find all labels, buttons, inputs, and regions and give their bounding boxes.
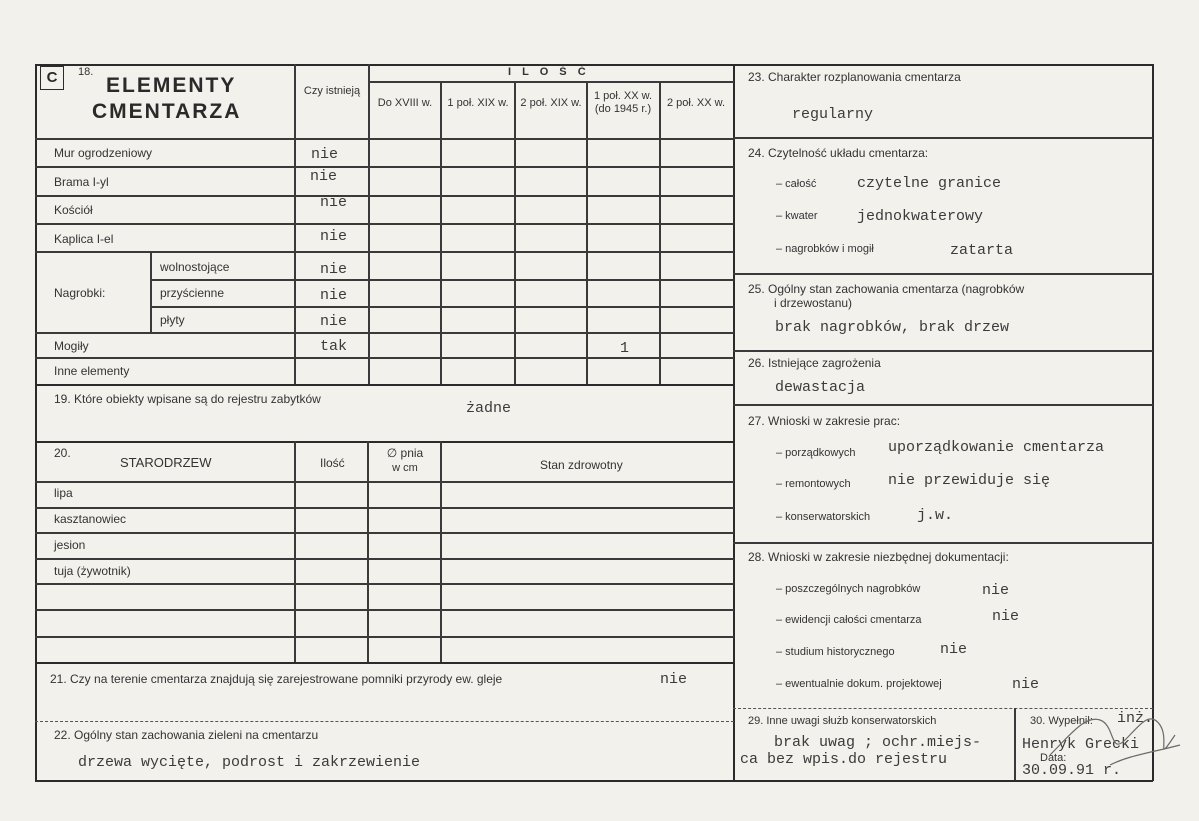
section-27-label: 27. Wnioski w zakresie prac: (748, 414, 901, 428)
handwritten-signature (1040, 695, 1190, 780)
section-19-value: żadne (466, 400, 512, 417)
value-brama: nie (310, 168, 338, 185)
row-label-kosciol: Kościół (54, 203, 93, 217)
s28-item-3-value: nie (940, 641, 968, 658)
s27-item-2-label: – remontowych (776, 478, 851, 490)
row-label-brama: Brama I-yl (54, 175, 109, 189)
s24-item-3-value: zatarta (950, 242, 1014, 259)
s28-item-1-value: nie (982, 582, 1010, 599)
section-20-title: STARODRZEW (120, 455, 212, 470)
section-25-value: brak nagrobków, brak drzew (775, 319, 1010, 336)
section-24-label: 24. Czytelność układu cmentarza: (748, 146, 929, 160)
section-21-value: nie (660, 671, 688, 688)
tree-kasztanowiec: kasztanowiec (54, 512, 127, 526)
row-label-mogily: Mogiły (54, 339, 89, 353)
section-19-label: 19. Które obiekty wpisane są do rejestru zabytków (54, 392, 321, 406)
row-label-kaplica: Kaplica I-el (54, 232, 114, 246)
tree-tuja: tuja (żywotnik) (54, 564, 131, 578)
s24-item-1-label: – całość (776, 178, 817, 190)
s28-item-2-value: nie (992, 608, 1020, 625)
value-mogily-qty: 1 (620, 340, 630, 357)
value-mur: nie (311, 146, 339, 163)
row-label-wolnostojace: wolnostojące (160, 260, 230, 274)
s28-item-3-label: – studium historycznego (776, 646, 895, 658)
value-mogily: tak (320, 338, 348, 355)
section-30-name: Henryk Grecki (1022, 736, 1140, 753)
section-29-value-line2: ca bez wpis.do rejestru (740, 751, 948, 768)
header-diameter-unit: w cm (392, 462, 418, 474)
period-header-4: 1 poł. XX w. (do 1945 r.) (593, 90, 653, 115)
row-label-przyscienne: przyścienne (160, 286, 225, 300)
section-letter: C (40, 66, 64, 90)
section-28-label: 28. Wnioski w zakresie niezbędnej dokumentacji: (748, 550, 1009, 564)
section-29-value-line1: brak uwag ; ochr.miejs- (774, 734, 982, 751)
period-header-3: 2 poł. XIX w. (520, 97, 582, 109)
s28-item-2-label: – ewidencji całości cmentarza (776, 614, 922, 626)
section-23-label: 23. Charakter rozplanowania cmentarza (748, 70, 961, 84)
section-20-number: 20. (54, 446, 71, 460)
period-header-2: 1 poł. XIX w. (447, 97, 509, 109)
value-kosciol: nie (320, 194, 348, 211)
row-label-inne: Inne elementy (54, 364, 130, 378)
section-26-label: 26. Istniejące zagrożenia (748, 356, 881, 370)
section-30-date-label: Data: (1040, 752, 1067, 764)
period-header-1: Do XVIII w. (377, 97, 433, 109)
value-kaplica: nie (320, 228, 348, 245)
section-30-title: inż. (1117, 710, 1154, 727)
s24-item-1-value: czytelne granice (857, 175, 1002, 192)
s27-item-1-value: uporządkowanie cmentarza (888, 439, 1105, 456)
header-diameter: ∅ pnia (386, 446, 424, 460)
section-29-label: 29. Inne uwagi służb konserwatorskich (748, 715, 937, 727)
section-18-title-line2: CMENTARZA (92, 100, 242, 123)
section-22-label: 22. Ogólny stan zachowania zieleni na cmentarzu (54, 728, 319, 742)
s24-item-3-label: – nagrobków i mogił (776, 243, 874, 255)
s27-item-3-label: – konserwatorskich (776, 511, 871, 523)
value-plyty: nie (320, 313, 348, 330)
section-30-date: 30.09.91 r. (1022, 762, 1122, 779)
header-stan-zdrowotny: Stan zdrowotny (540, 458, 623, 472)
s28-item-4-label: – ewentualnie dokum. projektowej (776, 678, 942, 690)
tree-jesion: jesion (54, 538, 86, 552)
row-label-mur: Mur ogrodzeniowy (54, 146, 153, 160)
row-label-nagrobki: Nagrobki: (54, 286, 106, 300)
section-26-value: dewastacja (775, 379, 866, 396)
section-21-label: 21. Czy na terenie cmentarza znajdują się zarejestrowane pomniki przyrody ew. gleje (50, 672, 503, 686)
row-label-plyty: płyty (160, 313, 185, 327)
header-czy-istnieja: Czy istnieją (303, 85, 361, 97)
value-wolnostojace: nie (320, 261, 348, 278)
header-ilosc-trees: Ilość (320, 456, 345, 470)
tree-lipa: lipa (54, 486, 73, 500)
s27-item-1-label: – porządkowych (776, 447, 856, 459)
section-30-label: 30. Wypełnił: (1030, 715, 1093, 727)
s27-item-2-value: nie przewiduje się (888, 472, 1051, 489)
section-25-label-line2: i drzewostanu) (774, 296, 853, 310)
value-przyscienne: nie (320, 287, 348, 304)
section-22-value: drzewa wycięte, podrost i zakrzewienie (78, 754, 421, 771)
s24-item-2-label: – kwater (776, 210, 818, 222)
s28-item-1-label: – poszczególnych nagrobków (776, 583, 921, 595)
s27-item-3-value: j.w. (917, 507, 954, 524)
section-25-label-line1: 25. Ogólny stan zachowania cmentarza (nagrobków (748, 282, 1025, 296)
section-18-title-line1: ELEMENTY (106, 74, 237, 97)
s28-item-4-value: nie (1012, 676, 1040, 693)
section-23-value: regularny (792, 106, 874, 123)
s24-item-2-value: jednokwaterowy (857, 208, 984, 225)
period-header-5: 2 poł. XX w. (666, 97, 726, 109)
header-ilosc: I L O Ś Ć (508, 66, 590, 78)
section-18-number: 18. (78, 66, 94, 78)
